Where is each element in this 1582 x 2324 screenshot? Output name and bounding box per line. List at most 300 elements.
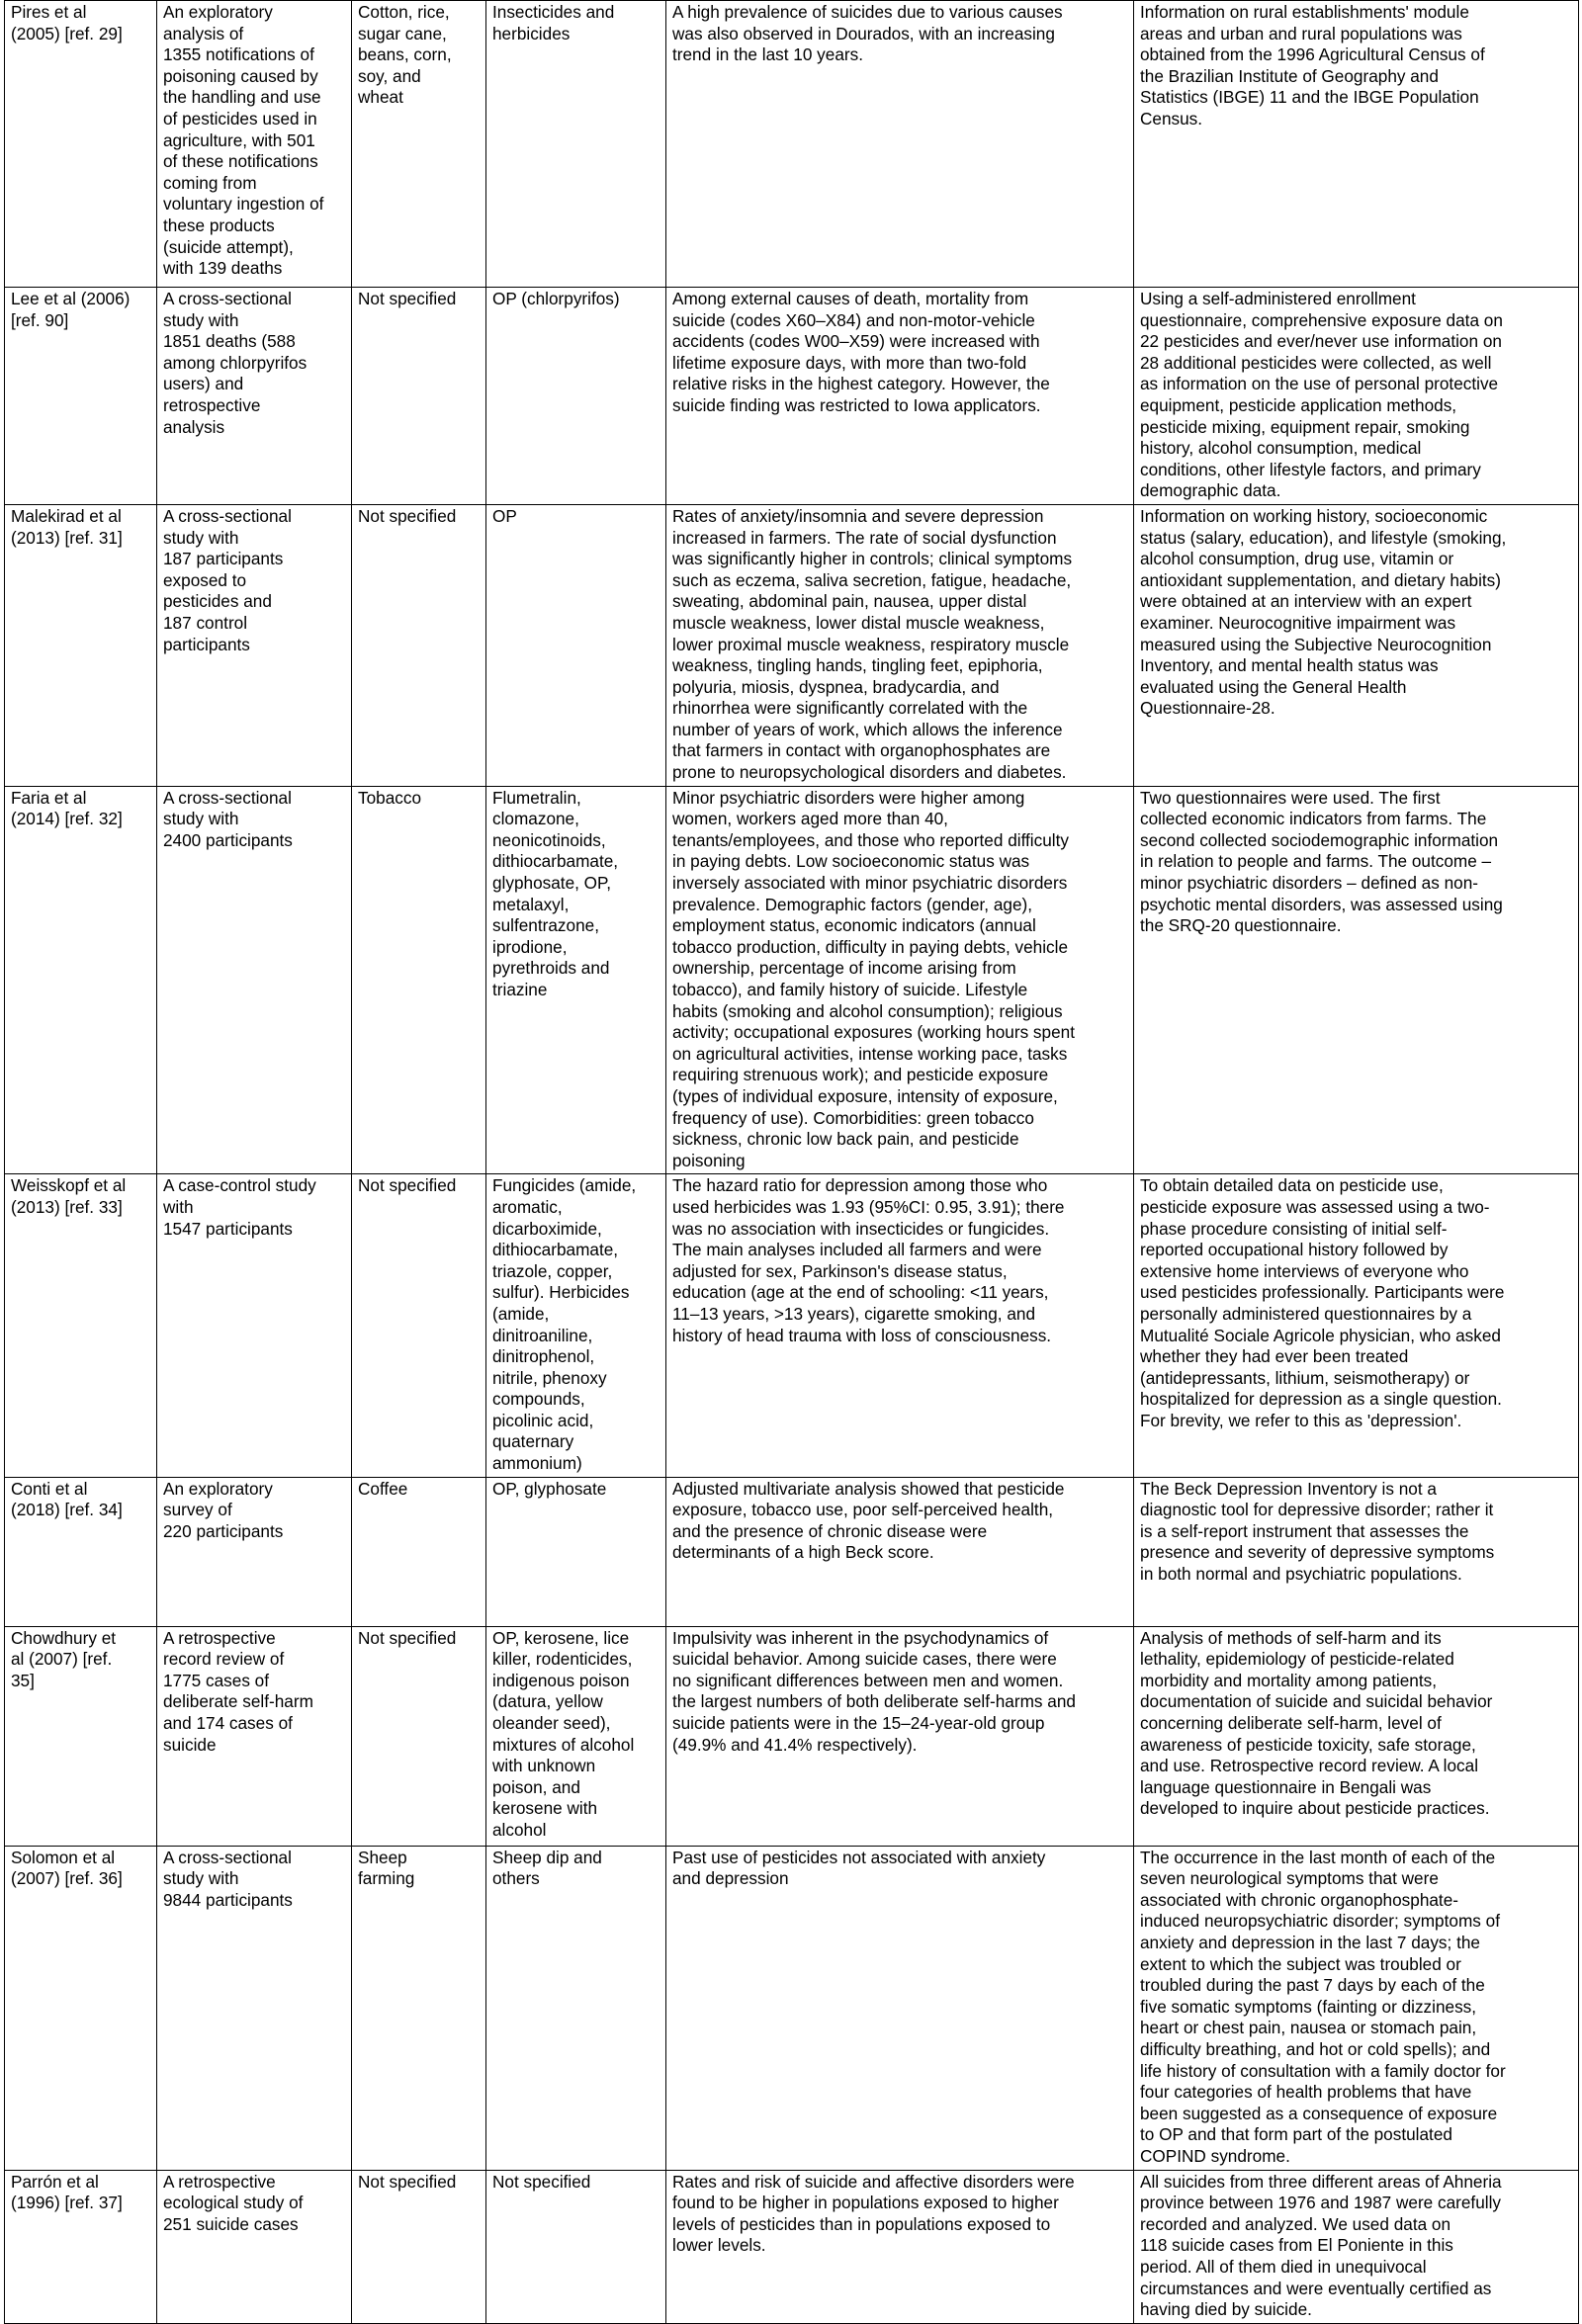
cell-line: kerosene with <box>492 1798 598 1819</box>
cell-line: COPIND syndrome. <box>1140 2145 1290 2166</box>
cell-line: pesticides and <box>163 591 272 612</box>
studies-table <box>4 0 1579 2324</box>
cell-line: users) and <box>163 374 244 394</box>
cell-line: suicidal behavior. Among suicide cases, there were <box>672 1649 1057 1670</box>
cell-line: (types of individual exposure, intensity of exposure, <box>672 1085 1058 1106</box>
cell-line: Malekirad et al <box>11 505 122 526</box>
cell-line: Among external causes of death, mortality from <box>672 289 1029 308</box>
cell-line: mixtures of alcohol <box>492 1734 635 1755</box>
cell-line: OP (chlorpyrifos) <box>492 289 620 308</box>
cell-line: tobacco production, difficulty in paying debts, vehicle <box>672 936 1069 957</box>
cell-line: clomazone, <box>492 809 579 829</box>
cell-line: number of years of work, which allows the inference <box>672 719 1063 739</box>
cell-line: examiner. Neurocognitive impairment was <box>1140 612 1456 633</box>
cell-line: 1547 participants <box>163 1218 293 1239</box>
cell-line: equipment, pesticide application methods, <box>1140 394 1457 415</box>
cell-crop <box>352 1 486 288</box>
cell-line: tobacco), and family history of suicide. Lifestyle <box>672 980 1028 999</box>
cell-line: study with <box>163 527 239 548</box>
cell-line: documentation of suicide and suicidal behavior <box>1140 1691 1493 1712</box>
cell-line: A cross-sectional <box>163 505 292 526</box>
cell-line: nitrile, phenoxy <box>492 1367 607 1388</box>
cell-line: ecological study of <box>163 2193 304 2213</box>
cell-study <box>5 1846 157 2170</box>
cell-design <box>157 1174 352 1477</box>
cell-line: muscle weakness, lower distal muscle weakness, <box>672 612 1045 633</box>
cell-line: psychotic mental disorders, was assessed using <box>1140 894 1503 914</box>
cell-line: weakness, tingling hands, tingling feet, epiphoria, <box>672 655 1043 676</box>
cell-line: The Beck Depression Inventory is not a <box>1140 1478 1437 1499</box>
cell-line: The hazard ratio for depression among those who <box>672 1175 1048 1196</box>
cell-line: developed to inquire about pesticide practices. <box>1140 1798 1490 1819</box>
cell-design <box>157 1 352 288</box>
cell-study <box>5 1174 157 1477</box>
cell-design <box>157 1477 352 1626</box>
cell-line: and depression <box>672 1868 789 1889</box>
cell-pesticide <box>486 1174 666 1477</box>
cell-pesticide <box>486 786 666 1174</box>
cell-line: with 139 deaths <box>163 258 283 279</box>
cell-line: Coffee <box>358 1478 408 1499</box>
cell-line: increased in farmers. The rate of social dysfunction <box>672 527 1057 548</box>
cell-line: Questionnaire-28. <box>1140 698 1275 719</box>
cell-line: period. All of them died in unequivocal <box>1140 2256 1427 2277</box>
cell-line: Past use of pesticides not associated with anxiety <box>672 1847 1046 1867</box>
cell-study <box>5 786 157 1174</box>
cell-line: al (2007) [ref. <box>11 1649 113 1670</box>
cell-line: no significant differences between men and women. <box>672 1670 1064 1690</box>
cell-design <box>157 504 352 786</box>
cell-line: been suggested as a consequence of exposure <box>1140 2103 1498 2123</box>
cell-line: poison, and <box>492 1776 580 1797</box>
cell-line: 22 pesticides and ever/never use information on <box>1140 331 1502 352</box>
cell-line: Cotton, rice, <box>358 2 450 22</box>
cell-line: Faria et al <box>11 787 87 808</box>
cell-line: quaternary <box>492 1431 574 1452</box>
cell-line: wheat <box>358 87 403 108</box>
cell-line: circumstances and were eventually certified as <box>1140 2278 1492 2298</box>
cell-line: dicarboximide, <box>492 1218 602 1239</box>
cell-line: lower proximal muscle weakness, respiratory muscle <box>672 634 1070 654</box>
cell-line: Using a self-administered enrollment <box>1140 289 1416 308</box>
cell-line: history of head trauma with loss of consciousness. <box>672 1325 1052 1345</box>
cell-line: of pesticides used in <box>163 108 317 129</box>
cell-line: difficulty breathing, and hot or cold spells); and <box>1140 2039 1491 2059</box>
cell-assessment <box>1134 1 1579 288</box>
cell-line: Information on rural establishments' module <box>1140 2 1469 22</box>
cell-findings <box>666 1626 1134 1846</box>
cell-line: analysis of <box>163 23 244 43</box>
cell-findings <box>666 1477 1134 1626</box>
cell-line: aromatic, <box>492 1196 563 1217</box>
cell-line: dithiocarbamate, <box>492 851 619 872</box>
cell-line: history, alcohol consumption, medical <box>1140 438 1422 459</box>
cell-line: iprodione, <box>492 936 568 957</box>
cell-line: frequency of use). Comorbidities: green tobacco <box>672 1107 1034 1128</box>
cell-line: Analysis of methods of self-harm and its <box>1140 1627 1442 1648</box>
cell-line: relative risks in the highest category. However, the <box>672 374 1050 394</box>
cell-line: (49.9% and 41.4% respectively). <box>672 1734 918 1755</box>
cell-line: dinitroaniline, <box>492 1325 593 1345</box>
cell-line: seven neurological symptoms that were <box>1140 1868 1439 1889</box>
cell-line: life history of consultation with a family doctor for <box>1140 2060 1506 2081</box>
cell-pesticide <box>486 288 666 505</box>
cell-findings <box>666 1846 1134 2170</box>
cell-line: minor psychiatric disorders – defined as non- <box>1140 873 1479 894</box>
cell-line: The main analyses included all farmers and were <box>672 1240 1042 1260</box>
cell-assessment <box>1134 504 1579 786</box>
cell-line: that farmers in contact with organophosphates are <box>672 740 1051 761</box>
cell-line: Not specified <box>358 1627 457 1648</box>
cell-study <box>5 1477 157 1626</box>
cell-line: was no association with insecticides or fungicides. <box>672 1218 1050 1239</box>
cell-line: associated with chronic organophosphate- <box>1140 1889 1458 1910</box>
cell-line: determinants of a high Beck score. <box>672 1542 934 1563</box>
cell-line: Chowdhury et <box>11 1627 117 1648</box>
cell-line: [ref. 90] <box>11 309 69 330</box>
cell-line: the Brazilian Institute of Geography and <box>1140 65 1439 86</box>
cell-assessment <box>1134 288 1579 505</box>
cell-line: levels of pesticides than in populations exposed to <box>672 2213 1051 2234</box>
cell-line: 251 suicide cases <box>163 2213 299 2234</box>
cell-line: measured using the Subjective Neurocognition <box>1140 634 1492 654</box>
cell-line: in both normal and psychiatric populations. <box>1140 1564 1462 1585</box>
cell-design <box>157 2170 352 2323</box>
cell-line: in paying debts. Low socioeconomic status was <box>672 851 1030 872</box>
cell-line: triazole, copper, <box>492 1260 613 1281</box>
cell-line: (suicide attempt), <box>163 236 294 257</box>
cell-line: adjusted for sex, Parkinson's disease status, <box>672 1260 1008 1281</box>
cell-study <box>5 504 157 786</box>
cell-line: to OP and that form part of the postulated <box>1140 2124 1452 2145</box>
cell-line: extensive home interviews of everyone who <box>1140 1260 1469 1281</box>
cell-line: poisoning caused by <box>163 65 318 86</box>
cell-line: retrospective <box>163 394 261 415</box>
cell-line: pesticide mixing, equipment repair, smoking <box>1140 416 1470 437</box>
cell-line: (2013) [ref. 31] <box>11 527 123 548</box>
cell-line: Census. <box>1140 108 1203 129</box>
cell-findings <box>666 2170 1134 2323</box>
cell-line: To obtain detailed data on pesticide use, <box>1140 1175 1444 1196</box>
cell-line: alcohol <box>492 1820 547 1840</box>
cell-line: agriculture, with 501 <box>163 129 315 150</box>
cell-line: extent to which the subject was troubled or <box>1140 1953 1461 1974</box>
cell-line: the largest numbers of both deliberate self-harms and <box>672 1691 1076 1712</box>
cell-line: oleander seed), <box>492 1713 611 1734</box>
cell-line: Pires et al <box>11 2 87 22</box>
cell-line: Statistics (IBGE) 11 and the IBGE Population <box>1140 87 1479 108</box>
table-row <box>5 2170 1579 2323</box>
cell-line: hospitalized for depression as a single question. <box>1140 1389 1502 1410</box>
cell-line: lifetime exposure days, with more than two-fold <box>672 352 1027 373</box>
cell-line: Insecticides and <box>492 2 615 22</box>
cell-assessment <box>1134 1477 1579 1626</box>
cell-crop <box>352 288 486 505</box>
cell-line: Not specified <box>358 505 457 526</box>
cell-line: 28 additional pesticides were collected, as well <box>1140 352 1492 373</box>
cell-line: sweating, abdominal pain, nausea, upper distal <box>672 591 1027 612</box>
cell-line: deliberate self-harm <box>163 1691 313 1712</box>
cell-line: women, workers aged more than 40, <box>672 809 948 829</box>
cell-line: (2013) [ref. 33] <box>11 1196 123 1217</box>
cell-line: (2018) [ref. 34] <box>11 1500 123 1520</box>
cell-line: areas and urban and rural populations was <box>1140 23 1462 43</box>
cell-line: 1851 deaths (588 <box>163 331 296 352</box>
cell-line: Two questionnaires were used. The first <box>1140 787 1441 808</box>
table-row <box>5 1846 1579 2170</box>
cell-line: All suicides from three different areas of Ahneria <box>1140 2171 1502 2192</box>
cell-design <box>157 288 352 505</box>
cell-line: picolinic acid, <box>492 1410 594 1430</box>
cell-line: ammonium) <box>492 1453 582 1474</box>
cell-line: exposure, tobacco use, poor self-perceived health, <box>672 1500 1054 1520</box>
cell-line: induced neuropsychiatric disorder; symptoms of <box>1140 1911 1500 1932</box>
cell-line: requiring strenuous work); and pesticide exposure <box>672 1065 1049 1085</box>
cell-line: sulfentrazone, <box>492 915 599 936</box>
cell-line: herbicides <box>492 23 571 43</box>
cell-line: An exploratory <box>163 2 273 22</box>
cell-study <box>5 1 157 288</box>
cell-line: questionnaire, comprehensive exposure data on <box>1140 309 1503 330</box>
cell-line: voluntary ingestion of <box>163 194 324 215</box>
cell-line: (datura, yellow <box>492 1691 603 1712</box>
cell-line: employment status, economic indicators (annual <box>672 915 1036 936</box>
cell-pesticide <box>486 1626 666 1846</box>
cell-findings <box>666 288 1134 505</box>
cell-line: soy, and <box>358 65 421 86</box>
table-row <box>5 1477 1579 1626</box>
cell-crop <box>352 1626 486 1846</box>
cell-line: and use. Retrospective record review. A local <box>1140 1756 1479 1776</box>
cell-line: education (age at the end of schooling: <11 years, <box>672 1282 1049 1303</box>
cell-line: metalaxyl, <box>492 894 570 914</box>
cell-line: record review of <box>163 1649 285 1670</box>
cell-findings <box>666 1174 1134 1477</box>
cell-crop <box>352 1174 486 1477</box>
cell-line: killer, rodenticides, <box>492 1649 633 1670</box>
cell-line: Lee et al (2006) <box>11 289 131 308</box>
cell-line: sugar cane, <box>358 23 447 43</box>
cell-line: with <box>163 1196 194 1217</box>
cell-design <box>157 786 352 1174</box>
cell-line: 187 control <box>163 612 248 633</box>
cell-assessment <box>1134 1846 1579 2170</box>
cell-line: For brevity, we refer to this as 'depression'. <box>1140 1410 1462 1430</box>
cell-line: A retrospective <box>163 2171 276 2192</box>
cell-line: used herbicides was 1.93 (95%CI: 0.95, 3.91); there <box>672 1196 1065 1217</box>
cell-line: diagnostic tool for depressive disorder; rather it <box>1140 1500 1494 1520</box>
cell-line: suicide (codes X60–X84) and non-motor-vehicle <box>672 309 1035 330</box>
cell-line: rhinorrhea were significantly correlated with the <box>672 698 1028 719</box>
cell-line: OP, kerosene, lice <box>492 1627 630 1648</box>
cell-line: (2007) [ref. 36] <box>11 1868 123 1889</box>
cell-line: awareness of pesticide toxicity, safe storage, <box>1140 1734 1476 1755</box>
cell-line: polyuria, miosis, dyspnea, bradycardia, and <box>672 676 1000 697</box>
cell-line: An exploratory <box>163 1478 273 1499</box>
cell-line: OP <box>492 505 517 526</box>
cell-line: status (salary, education), and lifestyle (smoking, <box>1140 527 1507 548</box>
cell-line: antioxidant supplementation, and dietary habits) <box>1140 569 1501 590</box>
cell-findings <box>666 786 1134 1174</box>
cell-line: personally administered questionnaires by a <box>1140 1303 1472 1324</box>
cell-line: beans, corn, <box>358 44 452 65</box>
cell-line: anxiety and depression in the last 7 days; the <box>1140 1933 1480 1953</box>
cell-line: Tobacco <box>358 787 422 808</box>
cell-crop <box>352 786 486 1174</box>
cell-pesticide <box>486 1846 666 2170</box>
cell-line: suicide patients were in the 15–24-year-old group <box>672 1713 1045 1734</box>
cell-line: analysis <box>163 416 225 437</box>
table-row <box>5 1626 1579 1846</box>
cell-line: in relation to people and farms. The outcome – <box>1140 851 1492 872</box>
cell-line: with unknown <box>492 1756 596 1776</box>
cell-line: second collected sociodemographic information <box>1140 829 1499 850</box>
cell-line: study with <box>163 809 239 829</box>
cell-line: of these notifications <box>163 151 318 172</box>
cell-line: morbidity and mortality among patients, <box>1140 1670 1437 1690</box>
table-row <box>5 786 1579 1174</box>
cell-line: as information on the use of personal protective <box>1140 374 1499 394</box>
table-row <box>5 288 1579 505</box>
cell-line: A retrospective <box>163 1627 276 1648</box>
cell-line: having died by suicide. <box>1140 2299 1312 2320</box>
cell-line: prone to neuropsychological disorders and diabetes. <box>672 762 1067 783</box>
cell-line: Minor psychiatric disorders were higher among <box>672 787 1025 808</box>
cell-line: the SRQ-20 questionnaire. <box>1140 915 1342 936</box>
cell-line: 2400 participants <box>163 829 293 850</box>
cell-line: 35] <box>11 1670 35 1690</box>
cell-study <box>5 2170 157 2323</box>
studies-table-body <box>5 1 1579 2324</box>
cell-line: survey of <box>163 1500 232 1520</box>
cell-line: found to be higher in populations exposed to higher <box>672 2193 1059 2213</box>
cell-line: 118 suicide cases from El Poniente in this <box>1140 2235 1453 2256</box>
cell-line: (2014) [ref. 32] <box>11 809 123 829</box>
cell-line: Parrón et al <box>11 2171 99 2192</box>
cell-line: activity; occupational exposures (working hours spent <box>672 1022 1075 1043</box>
cell-line: used pesticides professionally. Participants were <box>1140 1282 1505 1303</box>
cell-line: A cross-sectional <box>163 1847 292 1867</box>
cell-line: 1355 notifications of <box>163 44 314 65</box>
table-row <box>5 504 1579 786</box>
cell-line: others <box>492 1868 540 1889</box>
cell-line: (1996) [ref. 37] <box>11 2193 123 2213</box>
cell-line: Solomon et al <box>11 1847 116 1867</box>
cell-design <box>157 1626 352 1846</box>
cell-line: and the presence of chronic disease were <box>672 1520 988 1541</box>
cell-line: suicide finding was restricted to Iowa applicators. <box>672 394 1041 415</box>
cell-crop <box>352 1477 486 1626</box>
cell-line: Weisskopf et al <box>11 1175 127 1196</box>
cell-line: compounds, <box>492 1389 585 1410</box>
cell-line: recorded and analyzed. We used data on <box>1140 2213 1451 2234</box>
cell-line: province between 1976 and 1987 were carefully <box>1140 2193 1501 2213</box>
cell-line: Rates and risk of suicide and affective disorders were <box>672 2171 1075 2192</box>
cell-line: whether they had ever been treated <box>1140 1346 1409 1367</box>
cell-line: Inventory, and mental health status was <box>1140 655 1439 676</box>
cell-line: heart or chest pain, nausea or stomach pain, <box>1140 2018 1477 2038</box>
cell-line: indigenous poison <box>492 1670 630 1690</box>
cell-line: 220 participants <box>163 1520 284 1541</box>
cell-line: were obtained at an interview with an expert <box>1140 591 1472 612</box>
cell-study <box>5 288 157 505</box>
cell-line: ownership, percentage of income arising from <box>672 958 1016 979</box>
cell-pesticide <box>486 1 666 288</box>
cell-design <box>157 1846 352 2170</box>
cell-crop <box>352 504 486 786</box>
cell-line: evaluated using the General Health <box>1140 676 1407 697</box>
document-page <box>4 0 1578 2324</box>
cell-line: triazine <box>492 980 548 999</box>
cell-pesticide <box>486 504 666 786</box>
cell-line: was also observed in Dourados, with an increasing <box>672 23 1055 43</box>
cell-line: five somatic symptoms (fainting or dizziness, <box>1140 1996 1477 2017</box>
cell-assessment <box>1134 1626 1579 1846</box>
cell-line: poisoning <box>672 1150 746 1170</box>
cell-line: Flumetralin, <box>492 787 581 808</box>
cell-line: Sheep <box>358 1847 407 1867</box>
cell-assessment <box>1134 786 1579 1174</box>
cell-line: farming <box>358 1868 415 1889</box>
cell-line: Not specified <box>358 289 457 308</box>
cell-line: phase procedure consisting of initial self- <box>1140 1218 1448 1239</box>
cell-line: Not specified <box>358 1175 457 1196</box>
cell-line: (2005) [ref. 29] <box>11 23 123 43</box>
cell-line: Sheep dip and <box>492 1847 602 1867</box>
cell-line: pesticide exposure was assessed using a two- <box>1140 1196 1490 1217</box>
cell-line: Impulsivity was inherent in the psychodynamics of <box>672 1627 1049 1648</box>
cell-line: glyphosate, OP, <box>492 873 612 894</box>
cell-line: conditions, other lifestyle factors, and primary <box>1140 459 1481 479</box>
cell-line: language questionnaire in Bengali was <box>1140 1776 1432 1797</box>
cell-line: prevalence. Demographic factors (gender, age), <box>672 894 1032 914</box>
cell-line: among chlorpyrifos <box>163 352 308 373</box>
cell-line: 187 participants <box>163 549 284 569</box>
cell-line: reported occupational history followed by <box>1140 1240 1449 1260</box>
cell-line: 1775 cases of <box>163 1670 270 1690</box>
cell-line: Not specified <box>492 2171 591 2192</box>
cell-line: tenants/employees, and those who reported difficulty <box>672 829 1069 850</box>
cell-line: Mutualité Sociale Agricole physician, who asked <box>1140 1325 1501 1345</box>
cell-line: 9844 participants <box>163 1889 293 1910</box>
cell-findings <box>666 504 1134 786</box>
cell-findings <box>666 1 1134 288</box>
table-row <box>5 1174 1579 1477</box>
cell-line: trend in the last 10 years. <box>672 44 863 65</box>
cell-line: sickness, chronic low back pain, and pesticide <box>672 1129 1019 1150</box>
cell-line: pyrethroids and <box>492 958 610 979</box>
cell-study <box>5 1626 157 1846</box>
cell-line: such as eczema, saliva secretion, fatigue, headache, <box>672 569 1072 590</box>
cell-line: the handling and use <box>163 87 321 108</box>
cell-line: Conti et al <box>11 1478 88 1499</box>
cell-line: lethality, epidemiology of pesticide-related <box>1140 1649 1454 1670</box>
cell-pesticide <box>486 1477 666 1626</box>
cell-line: inversely associated with minor psychiatric disorders <box>672 873 1068 894</box>
cell-line: four categories of health problems that have <box>1140 2082 1472 2103</box>
cell-line: habits (smoking and alcohol consumption); religious <box>672 1000 1063 1021</box>
cell-line: alcohol consumption, drug use, vitamin or <box>1140 549 1454 569</box>
cell-assessment <box>1134 2170 1579 2323</box>
cell-line: coming from <box>163 172 257 193</box>
cell-line: collected economic indicators from farms. The <box>1140 809 1487 829</box>
cell-line: was significantly higher in controls; clinical symptoms <box>672 549 1073 569</box>
cell-line: A cross-sectional <box>163 289 292 308</box>
cell-line: these products <box>163 215 275 235</box>
cell-line: presence and severity of depressive symptoms <box>1140 1542 1495 1563</box>
cell-line: Adjusted multivariate analysis showed that pesticide <box>672 1478 1065 1499</box>
cell-line: concerning deliberate self-harm, level of <box>1140 1713 1442 1734</box>
